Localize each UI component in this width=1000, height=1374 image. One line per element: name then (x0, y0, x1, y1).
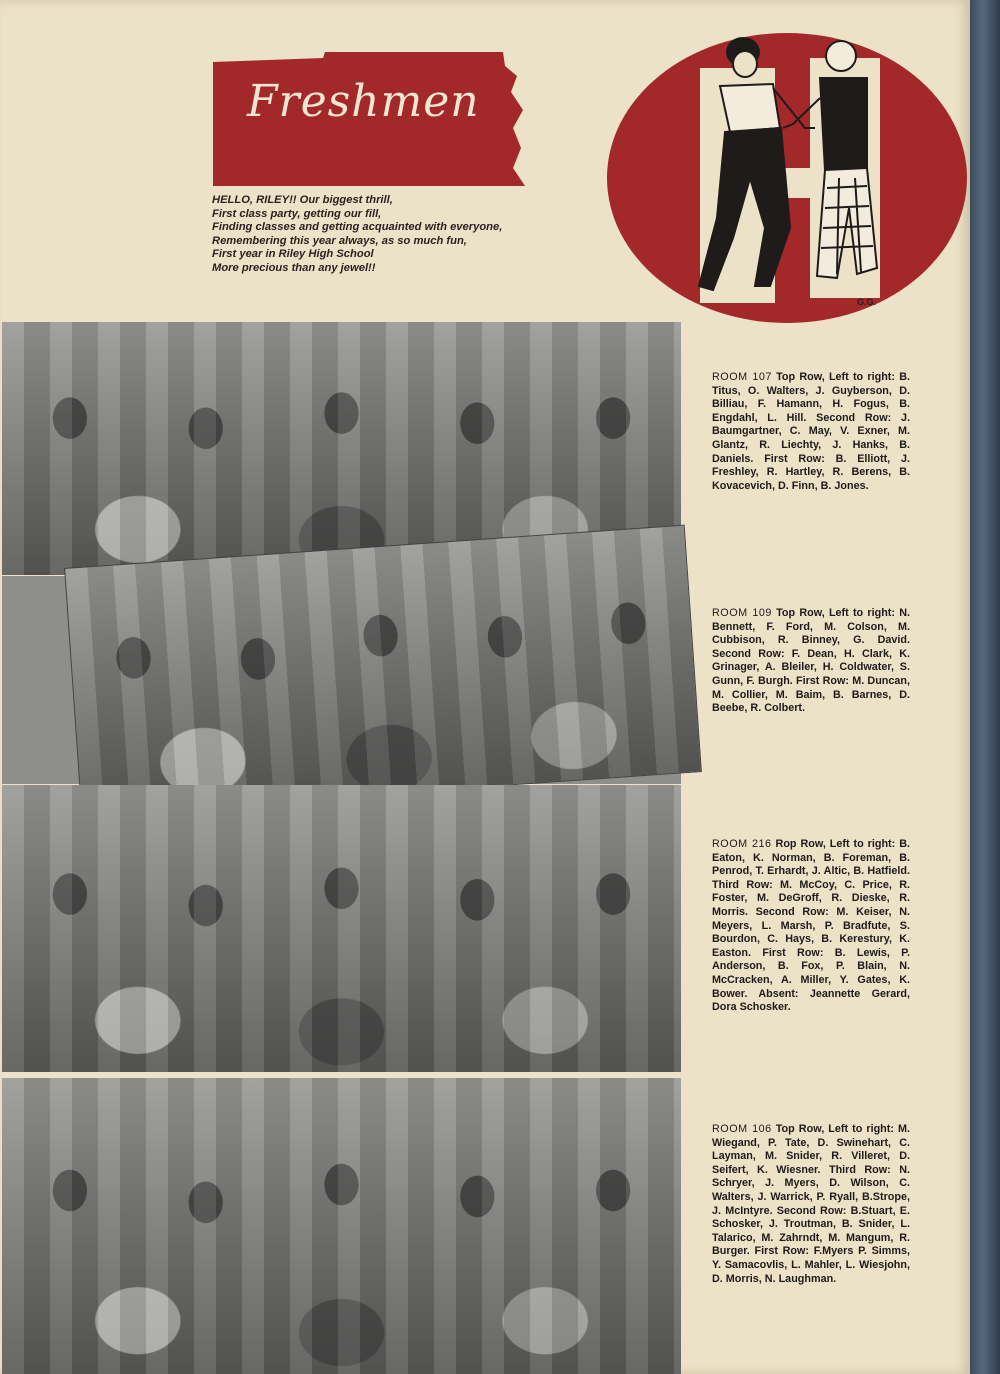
room-number: ROOM 106 (712, 1123, 772, 1135)
freshmen-illustration (605, 28, 970, 324)
caption-room-216 (712, 838, 910, 1015)
poem-line: More precious than any jewel!! (212, 261, 376, 274)
poem-line: First year in Riley High School (212, 248, 374, 261)
photo-room-106 (2, 1078, 681, 1374)
poem (212, 194, 552, 276)
poem-line: First class party, getting our fill, (212, 207, 382, 220)
poem-line: HELLO, RILEY!! Our biggest thrill, (212, 194, 393, 206)
room-names: Top Row, Left to right: N. Bennett, F. Ford, M. Colson, M. Cubbison, R. Binney, G. David. Second Row: F. Dean, H. Clark, K. Grinager, A. Bleiler, H. Coldwater, S. Gunn, F. Burgh. First Row: M. Duncan, M. Collier, M. Baim, B. Barnes, D. Beebe, R. Colbert. (712, 607, 911, 715)
room-names: Top Row, Left to right: M. Wiegand, P. Tate, D. Swinehart, C. Layman, M. Snider, R. Villeret, D. Seifert, K. Wiesner. Third Row: N. Schryer, J. Myers, D. Wilson, C. Walters, J. Warrick, P. Ryall, B.Strope, J. McIntyre. Second Row: B.Stuart, E. Schosker, J. Troutman, B. Snider, L. Talarico, M. Zahrndt, M. Mangum, R. Burger. First Row: F.Myers P. Simms, Y. Samacovlis, L. Mahler, L. Wiesjohn, D. Morris, N. Laughman. (712, 1123, 911, 1285)
photo-room-216 (2, 785, 681, 1072)
page-title: Freshmen (247, 76, 480, 127)
caption-room-106 (712, 1123, 910, 1286)
book-binding (970, 0, 1000, 1374)
poem-line: Finding classes and getting acquainted with everyone, (212, 221, 503, 234)
room-names: Top Row, Left to right: B. Titus, O. Walters, J. Guyberson, D. Billiau, F. Hamann, H. Fogus, B. Engdahl, L. Hill. Second Row: J. Baumgartner, C. May, V. Exner, M. Glantz, R. Liechty, J. Hanks, B. Daniels. First Row: B. Elliott, J. Freshley, R. Hartley, R. Berens, B. Kovacevich, D. Finn, B. Jones. (712, 371, 911, 492)
room-names: Rop Row, Left to right: B. Eaton, K. Norman, B. Foreman, B. Penrod, T. Erhardt, J. Altic, B. Hatfield. Third Row: M. McCoy, C. Price, R. Foster, M. DeGroff, R. Dieske, R. Morris. Second Row: M. Keiser, N. Meyers, L. Marsh, P. Bradfute, S. Bourdon, C. Hays, B. Kerestury, K. Easton. First Row: B. Lewis, P. Anderson, B. Fox, P. Blain, N. McCracken, A. Miller, Y. Gates, K. Bower. Absent: Jeannette Gerard, Dora Schosker. (712, 838, 910, 1014)
room-number: ROOM 109 (712, 607, 772, 619)
caption-room-107 (712, 371, 910, 493)
artist-initials: G.G. (857, 297, 877, 307)
caption-room-109 (712, 607, 910, 716)
poem-line: Remembering this year always, as so much fun, (212, 234, 467, 247)
photo-room-109 (64, 525, 702, 816)
room-number: ROOM 216 (712, 838, 772, 850)
room-number: ROOM 107 (712, 371, 772, 383)
